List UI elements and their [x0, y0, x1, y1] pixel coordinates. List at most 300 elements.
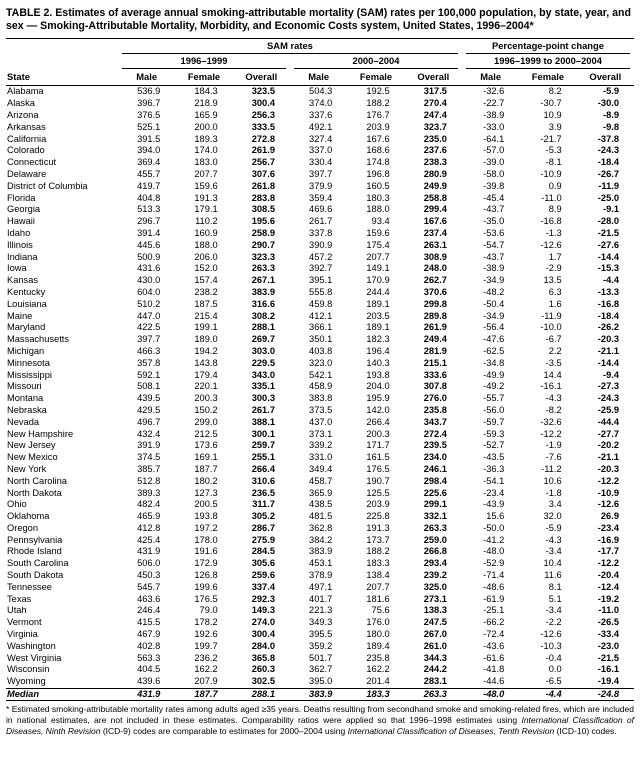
- state-cell: Maine: [7, 310, 33, 321]
- value-cell: -25.9: [597, 404, 619, 415]
- value-cell: 215.4: [194, 310, 218, 321]
- state-cell: Wyoming: [7, 676, 46, 687]
- value-cell: 458.7: [309, 475, 333, 486]
- col-header-overall-3: Overall: [577, 69, 634, 85]
- state-cell: Delaware: [7, 168, 47, 179]
- value-cell: 455.7: [137, 168, 161, 179]
- value-cell: 193.8: [194, 511, 218, 522]
- value-cell: 200.5: [194, 499, 218, 510]
- value-cell: -16.9: [597, 534, 619, 545]
- state-cell: Oregon: [7, 522, 39, 533]
- value-cell: 225.8: [366, 511, 390, 522]
- value-cell: 374.5: [137, 452, 161, 463]
- value-cell: 289.8: [423, 310, 447, 321]
- value-cell: 333.6: [423, 369, 447, 380]
- state-cell: Kansas: [7, 275, 39, 286]
- value-cell: 366.1: [309, 322, 333, 333]
- value-cell: 180.0: [366, 629, 390, 640]
- state-cell: Michigan: [7, 345, 45, 356]
- value-cell: 161.5: [366, 452, 390, 463]
- value-cell: -4.3: [545, 393, 562, 404]
- value-cell: -21.5: [597, 652, 619, 663]
- state-cell: New Mexico: [7, 452, 58, 463]
- value-cell: 467.9: [137, 629, 161, 640]
- value-cell: 246.4: [137, 605, 161, 616]
- table-row: [6, 629, 634, 641]
- value-cell: 221.3: [309, 605, 333, 616]
- period-header-2000-2004-cell: [290, 54, 462, 69]
- state-cell: Connecticut: [7, 157, 57, 168]
- value-cell: -16.8: [540, 216, 562, 227]
- table-row: [6, 428, 634, 440]
- value-cell: 303.0: [251, 345, 275, 356]
- value-cell: 239.2: [423, 570, 447, 581]
- value-cell: 302.5: [251, 676, 275, 687]
- state-cell: Texas: [7, 593, 32, 604]
- value-cell: 284.0: [251, 640, 275, 651]
- value-cell: 343.0: [251, 369, 275, 380]
- value-cell: 14.4: [543, 369, 562, 380]
- value-cell: 555.8: [309, 286, 333, 297]
- table-row: [6, 487, 634, 499]
- table-row: [6, 310, 634, 322]
- value-cell: 258.9: [251, 227, 275, 238]
- value-cell: -16.8: [597, 298, 619, 309]
- value-cell: 127.3: [194, 487, 218, 498]
- value-cell: -50.4: [483, 298, 505, 309]
- value-cell: 157.4: [194, 275, 218, 286]
- value-cell: -20.4: [597, 570, 619, 581]
- col-header-state: State: [6, 39, 118, 86]
- table-row: [6, 192, 634, 204]
- value-cell: 173.7: [366, 534, 390, 545]
- value-cell: 296.7: [137, 216, 161, 227]
- value-cell: 1.6: [548, 298, 562, 309]
- value-cell: 512.8: [137, 475, 161, 486]
- value-cell: -3.4: [545, 546, 562, 557]
- value-cell: -66.2: [483, 617, 505, 628]
- value-cell: -33.4: [597, 629, 619, 640]
- footnote-text: (ICD-10) codes.: [554, 726, 617, 737]
- value-cell: 391.4: [137, 227, 161, 238]
- value-cell: -30.0: [597, 98, 619, 109]
- state-cell: Nebraska: [7, 404, 47, 415]
- value-cell: -53.6: [483, 227, 505, 238]
- value-cell: 323.5: [251, 86, 275, 97]
- value-cell: 266.8: [423, 546, 447, 557]
- value-cell: 184.3: [194, 86, 218, 97]
- value-cell: 207.9: [194, 676, 218, 687]
- table-row: [6, 617, 634, 629]
- state-cell: Nevada: [7, 416, 40, 427]
- value-cell: 450.3: [137, 570, 161, 581]
- value-cell: 225.6: [423, 487, 447, 498]
- table-row: [6, 452, 634, 464]
- value-cell: -54.7: [483, 239, 505, 250]
- value-cell: 283.8: [251, 192, 275, 203]
- value-cell: 275.9: [251, 534, 275, 545]
- value-cell: -44.4: [597, 416, 619, 427]
- value-cell: 183.3: [366, 558, 390, 569]
- value-cell: 259.0: [423, 534, 447, 545]
- value-cell: 330.4: [309, 157, 333, 168]
- value-cell: 152.0: [194, 263, 218, 274]
- value-cell: 504.3: [309, 86, 333, 97]
- value-cell: 365.8: [251, 652, 275, 663]
- value-cell: 374.0: [309, 98, 333, 109]
- value-cell: 438.5: [309, 499, 333, 510]
- table-header: [6, 39, 634, 86]
- value-cell: 173.6: [194, 440, 218, 451]
- value-cell: 272.4: [423, 428, 447, 439]
- value-cell: 349.3: [309, 617, 333, 628]
- value-cell: 307.8: [423, 381, 447, 392]
- value-cell: 391.9: [137, 440, 161, 451]
- value-cell: -15.3: [597, 263, 619, 274]
- table-row: [6, 522, 634, 534]
- value-cell: -27.6: [597, 239, 619, 250]
- value-cell: 288.1: [251, 322, 275, 333]
- value-cell: 273.1: [423, 593, 447, 604]
- value-cell: -18.4: [597, 157, 619, 168]
- state-cell: New Jersey: [7, 440, 56, 451]
- value-cell: 362.8: [309, 522, 333, 533]
- value-cell: -1.3: [545, 227, 562, 238]
- value-cell: 439.5: [137, 393, 161, 404]
- value-cell: 350.1: [309, 334, 333, 345]
- value-cell: 218.9: [194, 98, 218, 109]
- value-cell: 388.1: [251, 416, 275, 427]
- value-cell: 267.1: [251, 275, 275, 286]
- value-cell: -44.6: [483, 676, 505, 687]
- table-row: [6, 133, 634, 145]
- value-cell: -26.7: [597, 168, 619, 179]
- group-header-pct-change-cell: [462, 39, 634, 55]
- value-cell: -25.1: [483, 605, 505, 616]
- value-cell: -4.3: [545, 534, 562, 545]
- value-cell: 200.0: [194, 121, 218, 132]
- value-cell: 169.1: [194, 452, 218, 463]
- value-cell: -20.3: [597, 334, 619, 345]
- value-cell: 199.1: [194, 322, 218, 333]
- value-cell: 189.1: [366, 322, 390, 333]
- value-cell: 206.0: [194, 251, 218, 262]
- table-row: [6, 534, 634, 546]
- value-cell: -16.1: [540, 381, 562, 392]
- value-cell: 300.3: [251, 393, 275, 404]
- value-cell: 325.0: [423, 581, 447, 592]
- value-cell: 3.4: [548, 499, 562, 510]
- value-cell: 525.1: [137, 121, 161, 132]
- value-cell: 191.3: [194, 192, 218, 203]
- value-cell: -59.7: [483, 416, 505, 427]
- value-cell: 394.0: [137, 145, 161, 156]
- value-cell: -37.8: [597, 133, 619, 144]
- value-cell: -57.0: [483, 145, 505, 156]
- value-cell: 10.4: [543, 558, 562, 569]
- value-cell: 249.9: [423, 180, 447, 191]
- value-cell: 508.1: [137, 381, 161, 392]
- value-cell: 159.6: [366, 227, 390, 238]
- value-cell: -54.1: [483, 475, 505, 486]
- table-row: [6, 558, 634, 570]
- value-cell: -48.0: [462, 688, 519, 701]
- value-cell: 191.3: [366, 522, 390, 533]
- value-cell: 26.9: [600, 511, 619, 522]
- value-cell: 310.6: [251, 475, 275, 486]
- value-cell: -48.6: [483, 581, 505, 592]
- value-cell: -56.4: [483, 322, 505, 333]
- value-cell: -30.7: [540, 98, 562, 109]
- value-cell: 195.9: [366, 393, 390, 404]
- value-cell: -6.5: [545, 676, 562, 687]
- value-cell: 238.2: [194, 286, 218, 297]
- value-cell: 290.7: [251, 239, 275, 250]
- value-cell: 207.7: [194, 168, 218, 179]
- value-cell: 138.4: [366, 570, 390, 581]
- value-cell: 307.6: [251, 168, 275, 179]
- value-cell: 412.1: [309, 310, 333, 321]
- value-cell: 93.4: [371, 216, 390, 227]
- value-cell: 343.7: [423, 416, 447, 427]
- value-cell: 370.6: [423, 286, 447, 297]
- value-cell: 236.5: [251, 487, 275, 498]
- value-cell: 175.4: [366, 239, 390, 250]
- value-cell: -12.6: [540, 239, 562, 250]
- value-cell: 300.1: [251, 428, 275, 439]
- value-cell: 13.5: [543, 275, 562, 286]
- value-cell: 457.2: [309, 251, 333, 262]
- state-cell: Colorado: [7, 145, 45, 156]
- value-cell: 378.9: [309, 570, 333, 581]
- value-cell: 162.2: [194, 664, 218, 675]
- value-cell: -24.3: [597, 145, 619, 156]
- value-cell: 563.3: [137, 652, 161, 663]
- table-row: [6, 640, 634, 652]
- value-cell: 229.5: [251, 357, 275, 368]
- value-cell: -56.0: [483, 404, 505, 415]
- value-cell: 469.6: [309, 204, 333, 215]
- value-cell: -1.8: [545, 487, 562, 498]
- value-cell: -23.0: [597, 640, 619, 651]
- value-cell: 160.9: [194, 227, 218, 238]
- value-cell: 383.8: [309, 393, 333, 404]
- table-row: [6, 227, 634, 239]
- value-cell: 513.3: [137, 204, 161, 215]
- table-row: [6, 157, 634, 169]
- value-cell: 545.7: [137, 581, 161, 592]
- value-cell: 203.9: [366, 499, 390, 510]
- value-cell: -9.1: [602, 204, 619, 215]
- value-cell: -11.9: [598, 180, 619, 191]
- value-cell: 193.8: [366, 369, 390, 380]
- value-cell: 179.1: [194, 204, 218, 215]
- value-cell: -4.4: [602, 275, 619, 286]
- value-cell: -34.9: [483, 310, 505, 321]
- value-cell: 281.9: [423, 345, 447, 356]
- state-cell: Georgia: [7, 204, 41, 215]
- value-cell: -9.8: [602, 121, 619, 132]
- value-cell: 196.4: [366, 345, 390, 356]
- value-cell: 187.7: [194, 463, 218, 474]
- value-cell: 239.5: [423, 440, 447, 451]
- value-cell: -50.0: [483, 522, 505, 533]
- value-cell: 142.0: [366, 404, 390, 415]
- value-cell: -43.6: [483, 640, 505, 651]
- value-cell: -12.6: [597, 499, 619, 510]
- value-cell: 383.9: [290, 688, 347, 701]
- value-cell: 337.8: [309, 227, 333, 238]
- value-cell: 263.3: [405, 688, 462, 701]
- value-cell: -52.9: [483, 558, 505, 569]
- value-cell: 236.2: [194, 652, 218, 663]
- value-cell: 270.4: [423, 98, 447, 109]
- value-cell: 397.7: [137, 334, 161, 345]
- median-row: [6, 688, 634, 701]
- value-cell: -64.1: [483, 133, 505, 144]
- value-cell: 391.5: [137, 133, 161, 144]
- value-cell: 359.4: [309, 192, 333, 203]
- value-cell: 453.1: [309, 558, 333, 569]
- value-cell: 292.3: [251, 593, 275, 604]
- state-cell: Rhode Island: [7, 546, 62, 557]
- table-row: [6, 581, 634, 593]
- value-cell: 376.5: [137, 110, 161, 120]
- value-cell: 246.1: [423, 463, 447, 474]
- value-cell: 308.2: [251, 310, 275, 321]
- value-cell: 75.6: [371, 605, 390, 616]
- value-cell: 188.2: [366, 546, 390, 557]
- value-cell: -43.5: [483, 452, 505, 463]
- value-cell: 244.2: [423, 664, 447, 675]
- value-cell: 138.3: [423, 605, 447, 616]
- value-cell: 174.0: [194, 145, 218, 156]
- value-cell: 176.0: [366, 617, 390, 628]
- value-cell: -11.0: [541, 192, 562, 203]
- value-cell: 247.4: [423, 110, 447, 120]
- value-cell: -21.1: [597, 452, 619, 463]
- value-cell: 10.9: [543, 110, 562, 120]
- value-cell: 501.7: [309, 652, 333, 663]
- value-cell: -12.6: [540, 629, 562, 640]
- value-cell: 203.5: [366, 310, 390, 321]
- value-cell: 261.7: [251, 404, 275, 415]
- value-cell: -55.7: [483, 393, 505, 404]
- value-cell: 176.5: [194, 593, 218, 604]
- value-cell: 235.8: [366, 652, 390, 663]
- value-cell: 305.6: [251, 558, 275, 569]
- value-cell: 482.4: [137, 499, 161, 510]
- value-cell: 261.7: [309, 216, 333, 227]
- value-cell: 201.4: [366, 676, 390, 687]
- value-cell: 276.0: [423, 393, 447, 404]
- value-cell: 197.2: [194, 522, 218, 533]
- value-cell: -21.7: [540, 133, 562, 144]
- value-cell: 179.4: [194, 369, 218, 380]
- value-cell: 373.5: [309, 404, 333, 415]
- value-cell: 10.6: [543, 475, 562, 486]
- value-cell: -2.9: [545, 263, 562, 274]
- value-cell: -20.3: [597, 463, 619, 474]
- value-cell: 349.4: [309, 463, 333, 474]
- value-cell: -10.9: [540, 168, 562, 179]
- value-cell: 337.6: [309, 110, 333, 120]
- value-cell: 385.7: [137, 463, 161, 474]
- state-cell: California: [7, 133, 47, 144]
- value-cell: -19.2: [597, 593, 619, 604]
- table-row: [6, 546, 634, 558]
- value-cell: 266.4: [366, 416, 390, 427]
- state-cell: Arizona: [7, 110, 39, 120]
- value-cell: 466.3: [137, 345, 161, 356]
- value-cell: 431.6: [137, 263, 161, 274]
- value-cell: 199.6: [194, 581, 218, 592]
- value-cell: 317.5: [423, 86, 447, 97]
- value-cell: 266.4: [251, 463, 275, 474]
- group-header-pct-change: Percentage-point change: [466, 39, 630, 54]
- value-cell: 331.0: [309, 452, 333, 463]
- value-cell: 238.3: [423, 157, 447, 168]
- value-cell: -10.9: [597, 487, 619, 498]
- col-header-overall-1: Overall: [233, 69, 290, 85]
- value-cell: 389.3: [137, 487, 161, 498]
- value-cell: 191.6: [194, 546, 218, 557]
- footnote-italic-text: International Classification of Diseases, Tenth Revision: [347, 726, 555, 737]
- state-cell: Vermont: [7, 617, 42, 628]
- value-cell: 178.2: [194, 617, 218, 628]
- period-header-change-cell: [462, 54, 634, 69]
- value-cell: 261.8: [251, 180, 275, 191]
- value-cell: 199.7: [194, 640, 218, 651]
- value-cell: 249.4: [423, 334, 447, 345]
- value-cell: -27.3: [597, 381, 619, 392]
- value-cell: 447.0: [137, 310, 161, 321]
- value-cell: -43.9: [483, 499, 505, 510]
- value-cell: -3.5: [545, 357, 562, 368]
- value-cell: 412.8: [137, 522, 161, 533]
- value-cell: -12.2: [597, 558, 619, 569]
- value-cell: 165.9: [194, 110, 218, 120]
- value-cell: -62.5: [483, 345, 505, 356]
- state-cell: Mississippi: [7, 369, 52, 380]
- value-cell: 395.0: [309, 676, 333, 687]
- state-cell: Illinois: [7, 239, 33, 250]
- value-cell: -52.7: [483, 440, 505, 451]
- value-cell: -41.2: [483, 534, 505, 545]
- value-cell: -20.2: [597, 440, 619, 451]
- value-cell: 187.5: [194, 298, 218, 309]
- value-cell: 0.0: [548, 664, 562, 675]
- value-cell: 183.0: [194, 157, 218, 168]
- value-cell: 194.2: [194, 345, 218, 356]
- value-cell: -1.9: [545, 440, 562, 451]
- value-cell: -32.6: [540, 416, 562, 427]
- value-cell: 369.4: [137, 157, 161, 168]
- value-cell: 260.3: [251, 664, 275, 675]
- value-cell: 160.5: [366, 180, 390, 191]
- table-row: [6, 204, 634, 216]
- value-cell: 536.9: [137, 86, 161, 97]
- table-row: [6, 463, 634, 475]
- state-cell: Hawaii: [7, 216, 35, 227]
- value-cell: 395.1: [309, 275, 333, 286]
- value-cell: 32.0: [543, 511, 562, 522]
- value-cell: 401.7: [309, 593, 333, 604]
- value-cell: -72.4: [483, 629, 505, 640]
- value-cell: -13.3: [597, 286, 619, 297]
- table-row: [6, 216, 634, 228]
- value-cell: -14.4: [597, 357, 619, 368]
